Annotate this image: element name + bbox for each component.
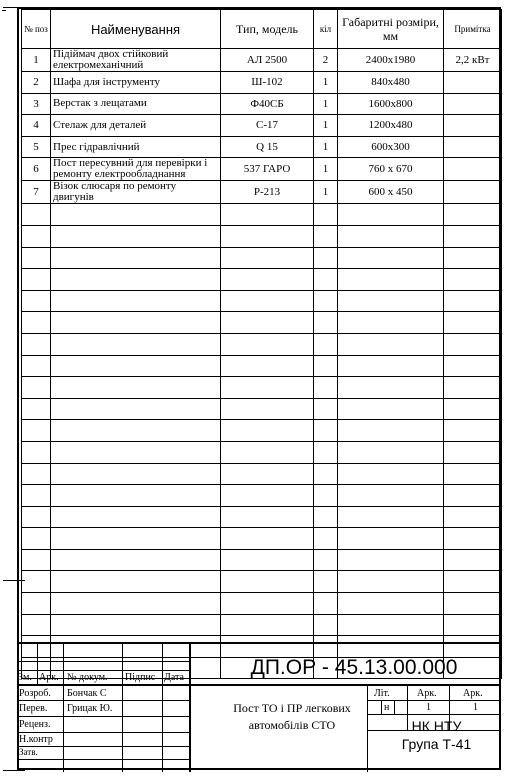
cell-model: 537 ГАРО <box>221 158 314 181</box>
cell-name <box>51 593 221 615</box>
cell-num <box>22 441 51 463</box>
empty-table-row <box>22 355 502 377</box>
cell-note <box>444 158 502 181</box>
cell-dims <box>338 506 444 528</box>
cell-model <box>221 441 314 463</box>
cell-num <box>22 377 51 399</box>
cell-qty <box>314 355 338 377</box>
cell-dims <box>338 247 444 269</box>
cell-name: Пост пересувний для перевірки і ремонту електрообладнання <box>51 158 221 181</box>
col-doc-label: № докум. <box>67 672 108 683</box>
cell-note <box>444 528 502 550</box>
cell-name: Верстак з лещатами <box>51 93 221 115</box>
cell-qty <box>314 441 338 463</box>
empty-table-row <box>22 225 502 247</box>
margin-mark <box>3 7 25 8</box>
cell-num <box>22 420 51 442</box>
cell-dims <box>338 377 444 399</box>
cell-name <box>51 225 221 247</box>
cell-note <box>444 93 502 115</box>
empty-table-row <box>22 614 502 636</box>
cell-num: 3 <box>22 93 51 115</box>
cell-num <box>22 290 51 312</box>
cell-num <box>22 312 51 334</box>
cell-name: Підіймач двох стійковий електромеханічний <box>51 49 221 72</box>
cell-num <box>22 593 51 615</box>
cell-name <box>51 377 221 399</box>
cell-model <box>221 549 314 571</box>
cell-model <box>221 377 314 399</box>
cell-note <box>444 571 502 593</box>
cell-num: 2 <box>22 72 51 94</box>
cell-note: 2,2 кВт <box>444 49 502 72</box>
cell-model <box>221 506 314 528</box>
cell-model: АЛ 2500 <box>221 49 314 72</box>
table-row <box>22 181 502 204</box>
cell-dims <box>338 571 444 593</box>
cell-note <box>444 377 502 399</box>
cell-note <box>444 398 502 420</box>
cell-num: 4 <box>22 115 51 137</box>
sheet-label: Арк. <box>417 688 437 699</box>
cell-model <box>221 333 314 355</box>
cell-num <box>22 398 51 420</box>
cell-qty <box>314 549 338 571</box>
table-row <box>22 158 502 181</box>
cell-num: 5 <box>22 136 51 158</box>
cell-dims <box>338 333 444 355</box>
cell-qty <box>314 485 338 507</box>
cell-dims: 840х480 <box>338 72 444 94</box>
cell-name <box>51 549 221 571</box>
cell-qty <box>314 247 338 269</box>
cell-dims <box>338 441 444 463</box>
cell-dims <box>338 463 444 485</box>
cell-qty <box>314 398 338 420</box>
document-title <box>207 700 377 734</box>
cell-qty <box>314 506 338 528</box>
cell-qty <box>314 333 338 355</box>
cell-dims <box>338 420 444 442</box>
specification-table <box>21 9 502 679</box>
cell-name <box>51 506 221 528</box>
table-row <box>22 115 502 137</box>
checked-label: Перев. <box>19 703 48 714</box>
cell-note <box>444 355 502 377</box>
cell-note <box>444 115 502 137</box>
empty-table-row <box>22 528 502 550</box>
header-qty: кіл <box>314 10 338 49</box>
cell-num: 1 <box>22 49 51 72</box>
cell-qty: 2 <box>314 49 338 72</box>
cell-qty <box>314 290 338 312</box>
cell-num <box>22 463 51 485</box>
cell-dims: 760 х 670 <box>338 158 444 181</box>
empty-table-row <box>22 247 502 269</box>
cell-model: Ш-102 <box>221 72 314 94</box>
cell-dims: 1200х480 <box>338 115 444 137</box>
review-label: Реценз. <box>19 719 51 730</box>
cell-note <box>444 290 502 312</box>
empty-table-row <box>22 571 502 593</box>
empty-table-row <box>22 290 502 312</box>
cell-qty <box>314 614 338 636</box>
cell-qty: 1 <box>314 115 338 137</box>
sheet-value: 1 <box>426 702 431 713</box>
header-dims: Габаритні розміри, мм <box>338 10 444 49</box>
empty-table-row <box>22 463 502 485</box>
empty-table-row <box>22 312 502 334</box>
cell-dims <box>338 204 444 226</box>
cell-model <box>221 204 314 226</box>
cell-dims <box>338 593 444 615</box>
cell-name <box>51 420 221 442</box>
cell-model <box>221 398 314 420</box>
cell-qty: 1 <box>314 136 338 158</box>
cell-dims <box>338 355 444 377</box>
cell-qty: 1 <box>314 72 338 94</box>
cell-dims: 600х300 <box>338 136 444 158</box>
cell-name: Візок слюсаря по ремонту двигунів <box>51 181 221 204</box>
col-date-label: Дата <box>164 672 184 683</box>
sheets-value: 1 <box>473 702 478 713</box>
empty-table-row <box>22 506 502 528</box>
cell-model <box>221 269 314 291</box>
cell-dims: 1600х800 <box>338 93 444 115</box>
cell-qty: 1 <box>314 158 338 181</box>
cell-qty <box>314 593 338 615</box>
cell-model: Q 15 <box>221 136 314 158</box>
table-row <box>22 136 502 158</box>
cell-num <box>22 506 51 528</box>
cell-num <box>22 204 51 226</box>
cell-model <box>221 485 314 507</box>
cell-model <box>221 290 314 312</box>
cell-qty <box>314 204 338 226</box>
cell-num <box>22 333 51 355</box>
table-header-row <box>22 10 502 49</box>
empty-table-row <box>22 593 502 615</box>
cell-num: 7 <box>22 181 51 204</box>
cell-num <box>22 485 51 507</box>
cell-qty <box>314 269 338 291</box>
cell-note <box>444 181 502 204</box>
cell-dims <box>338 312 444 334</box>
cell-dims <box>338 290 444 312</box>
cell-model <box>221 420 314 442</box>
cell-qty <box>314 312 338 334</box>
cell-note <box>444 441 502 463</box>
cell-num <box>22 247 51 269</box>
cell-qty: 1 <box>314 93 338 115</box>
empty-table-row <box>22 549 502 571</box>
cell-model: С-17 <box>221 115 314 137</box>
cell-name <box>51 355 221 377</box>
cell-name <box>51 571 221 593</box>
cell-name <box>51 333 221 355</box>
header-note: Примітка <box>444 10 502 49</box>
cell-qty <box>314 571 338 593</box>
cell-name <box>51 485 221 507</box>
cell-num <box>22 528 51 550</box>
cell-num <box>22 225 51 247</box>
cell-num: 6 <box>22 158 51 181</box>
cell-note <box>444 204 502 226</box>
empty-table-row <box>22 269 502 291</box>
developer-name: Бончак С <box>67 688 107 699</box>
cell-model <box>221 614 314 636</box>
cell-qty <box>314 225 338 247</box>
table-row <box>22 93 502 115</box>
cell-note <box>444 333 502 355</box>
sheets-label: Арк. <box>463 688 483 699</box>
cell-note <box>444 485 502 507</box>
empty-table-row <box>22 398 502 420</box>
cell-name <box>51 312 221 334</box>
header-name: Найменування <box>51 10 221 49</box>
empty-table-row <box>22 204 502 226</box>
cell-note <box>444 506 502 528</box>
organization <box>372 717 501 753</box>
cell-dims <box>338 528 444 550</box>
title-line-2: автомобілів СТО <box>248 718 336 732</box>
cell-dims <box>338 485 444 507</box>
cell-name: Прес гідравлічний <box>51 136 221 158</box>
cell-note <box>444 269 502 291</box>
cell-note <box>444 72 502 94</box>
approved-label: Затв. <box>19 747 38 757</box>
checker-name: Грицак Ю. <box>67 703 113 714</box>
cell-dims <box>338 269 444 291</box>
cell-num <box>22 571 51 593</box>
cell-note <box>444 549 502 571</box>
document-code: ДП.ОР - 45.13.00.000 <box>250 656 458 679</box>
cell-name <box>51 247 221 269</box>
cell-note <box>444 247 502 269</box>
empty-table-row <box>22 420 502 442</box>
cell-qty <box>314 528 338 550</box>
cell-name <box>51 398 221 420</box>
cell-qty <box>314 377 338 399</box>
cell-name <box>51 269 221 291</box>
title-line-1: Пост ТО і ПР легкових <box>233 701 351 715</box>
cell-note <box>444 463 502 485</box>
cell-num <box>22 614 51 636</box>
margin-tick <box>2 10 6 11</box>
cell-name <box>51 463 221 485</box>
cell-name <box>51 528 221 550</box>
cell-note <box>444 312 502 334</box>
cell-model <box>221 247 314 269</box>
norm-control-label: Н.контр <box>19 734 53 745</box>
cell-name <box>51 204 221 226</box>
cell-dims: 2400х1980 <box>338 49 444 72</box>
cell-dims <box>338 398 444 420</box>
cell-model <box>221 463 314 485</box>
empty-table-row <box>22 441 502 463</box>
cell-note <box>444 225 502 247</box>
cell-model <box>221 312 314 334</box>
cell-model <box>221 225 314 247</box>
col-sheet-label: Арк. <box>39 672 59 683</box>
cell-note <box>444 136 502 158</box>
cell-name <box>51 441 221 463</box>
cell-qty: 1 <box>314 181 338 204</box>
cell-model <box>221 355 314 377</box>
cell-num <box>22 269 51 291</box>
cell-num <box>22 549 51 571</box>
header-model-text: Тип, модель <box>235 21 298 36</box>
cell-dims <box>338 614 444 636</box>
cell-name <box>51 290 221 312</box>
header-num: № поз <box>22 10 51 49</box>
cell-dims: 600 х 450 <box>338 181 444 204</box>
col-change-label: Зм. <box>18 672 32 683</box>
org-line-1: НК НТУ <box>411 718 462 734</box>
table-body <box>22 49 502 679</box>
cell-qty <box>314 420 338 442</box>
header-model <box>221 10 314 49</box>
cell-model: Ф40СБ <box>221 93 314 115</box>
org-line-2: Група Т-41 <box>401 736 472 752</box>
table-row <box>22 49 502 72</box>
cell-num <box>22 355 51 377</box>
cell-note <box>444 593 502 615</box>
title-block <box>17 642 501 772</box>
empty-table-row <box>22 333 502 355</box>
empty-table-row <box>22 377 502 399</box>
cell-note <box>444 614 502 636</box>
lit-value: н <box>384 702 390 713</box>
cell-model <box>221 571 314 593</box>
cell-name: Шафа для інструменту <box>51 72 221 94</box>
col-sign-label: Підпис <box>125 672 156 683</box>
cell-dims <box>338 549 444 571</box>
cell-model <box>221 593 314 615</box>
table-row <box>22 72 502 94</box>
cell-name: Стелаж для деталей <box>51 115 221 137</box>
cell-qty <box>314 463 338 485</box>
developed-label: Розроб. <box>19 688 51 699</box>
lit-label: Літ. <box>374 688 390 699</box>
cell-name <box>51 614 221 636</box>
empty-table-row <box>22 485 502 507</box>
cell-note <box>444 420 502 442</box>
cell-model: Р-213 <box>221 181 314 204</box>
cell-model <box>221 528 314 550</box>
cell-dims <box>338 225 444 247</box>
